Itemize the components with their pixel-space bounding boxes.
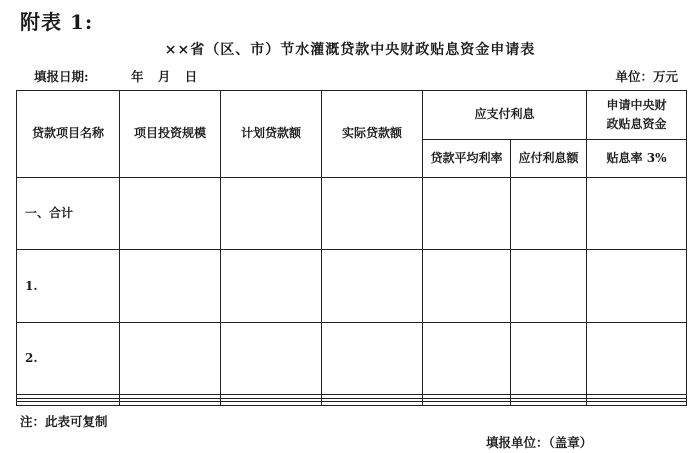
date-fields — [131, 67, 197, 85]
header-investment-scale: 项目投资规模 — [120, 91, 221, 178]
row-label: 1. — [17, 250, 120, 322]
table-cell[interactable] — [423, 402, 511, 406]
header-interest-amount: 应付利息额 — [511, 140, 587, 178]
table-cell[interactable] — [221, 402, 322, 406]
stamp-label: 填报单位：（盖章） — [486, 435, 593, 450]
header-avg-rate: 贷款平均利率 — [423, 140, 511, 178]
header-subsidy — [587, 91, 687, 140]
table-cell[interactable] — [322, 402, 423, 406]
table-cell[interactable] — [511, 250, 587, 322]
day-label: 日 — [184, 69, 198, 84]
table-cell[interactable] — [423, 322, 511, 394]
form-title: ××省（区、市）节水灌溉贷款中央财政贴息资金申请表 — [164, 42, 536, 58]
subsidy-application-table — [16, 90, 687, 406]
table-cell[interactable] — [120, 402, 221, 406]
table-cell[interactable] — [587, 322, 687, 394]
header-subsidy-line1: 申请中央财 — [606, 97, 667, 112]
table-cell[interactable] — [511, 178, 587, 250]
row-label: 一、合计 — [17, 178, 120, 250]
appendix-title: 附表 1: — [20, 10, 94, 34]
table-cell[interactable] — [221, 250, 322, 322]
table-cell[interactable] — [511, 322, 587, 394]
row-label: 2. — [17, 322, 120, 394]
table-cell[interactable] — [221, 178, 322, 250]
year-label: 年 — [131, 69, 144, 84]
month-label: 月 — [157, 69, 171, 84]
header-row-1 — [17, 91, 687, 140]
table-cell[interactable] — [322, 178, 423, 250]
table-cell[interactable] — [120, 178, 221, 250]
table-cell[interactable] — [120, 322, 221, 394]
table-cell[interactable] — [322, 250, 423, 322]
header-project-name: 贷款项目名称 — [17, 91, 120, 178]
fill-date-label: 填报日期: — [34, 69, 89, 84]
table-row — [17, 250, 687, 322]
header-interest-payable: 应支付利息 — [423, 91, 587, 140]
table-row — [17, 322, 687, 394]
header-planned-loan: 计划贷款额 — [221, 91, 322, 178]
unit-label: 单位：万元 — [615, 69, 678, 84]
table-cell[interactable] — [120, 250, 221, 322]
table-cell[interactable] — [423, 250, 511, 322]
table-cell[interactable] — [587, 402, 687, 406]
table-row — [17, 178, 687, 250]
table-cell[interactable] — [587, 250, 687, 322]
table-cell[interactable] — [221, 322, 322, 394]
row-label — [17, 402, 120, 406]
table-row — [17, 402, 687, 406]
table-cell[interactable] — [423, 178, 511, 250]
footnote: 注：此表可复制 — [20, 414, 108, 429]
header-subsidy-rate: 贴息率 3% — [587, 140, 687, 178]
header-actual-loan: 实际贷款额 — [322, 91, 423, 178]
header-subsidy-line2: 政贴息资金 — [606, 117, 667, 131]
table-cell[interactable] — [511, 402, 587, 406]
table-cell[interactable] — [322, 322, 423, 394]
table-cell[interactable] — [587, 178, 687, 250]
